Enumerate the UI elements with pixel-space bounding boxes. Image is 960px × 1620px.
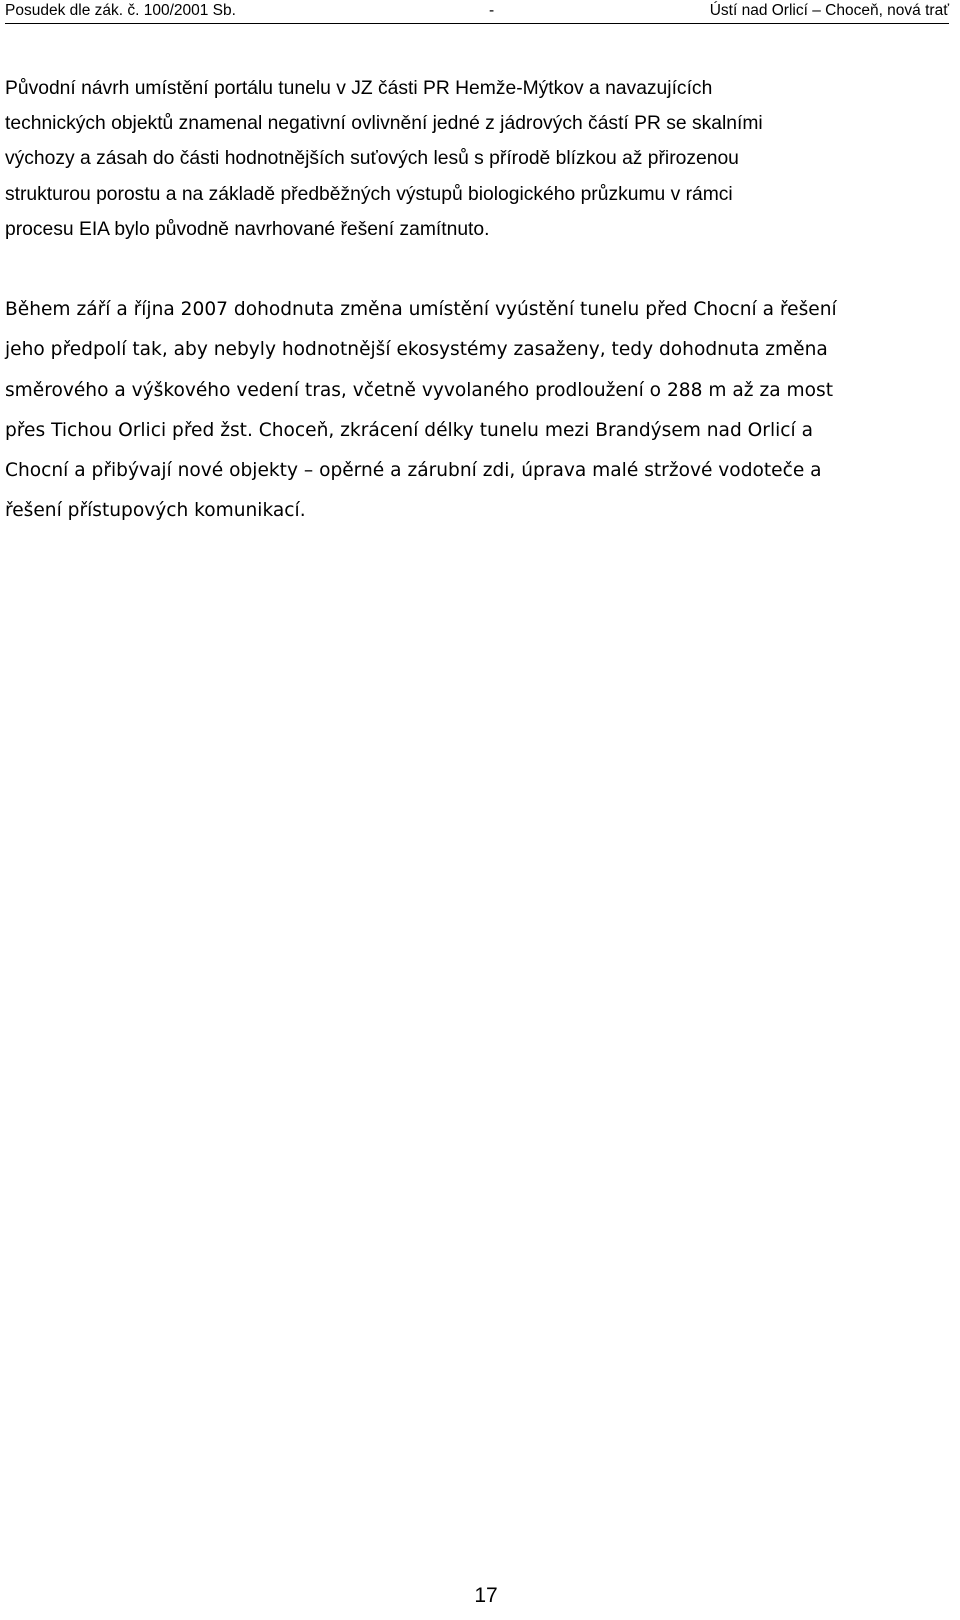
header-project-title: Ústí nad Orlicí – Choceň, nová trať [709,2,949,19]
paragraph-line: přes Tichou Orlici před žst. Choceň, zkrácení délky tunelu mezi Brandýsem nad Orlicí a [5,419,813,441]
paragraph-line: výchozy a zásah do části hodnotnějších suťových lesů s přírodě blízkou až přirozenou [5,148,739,170]
header-divider [5,23,949,24]
paragraph-line: strukturou porostu a na základě předběžných výstupů biologického průzkumu v rámci [5,183,733,205]
paragraph-line: směrového a výškového vedení tras, včetně vyvolaného prodloužení o 288 m až za most [5,379,833,401]
paragraph-line: Během září a října 2007 dohodnuta změna umístění vyústění tunelu před Chocní a řešení [5,299,837,320]
page-number: 17 [474,1584,498,1607]
paragraph-route-change-2007 [5,290,949,532]
paragraph-line: technických objektů znamenal negativní ovlivnění jedné z jádrových částí PR se skalními [5,113,763,135]
header-document-reference: Posudek dle zák. č. 100/2001 Sb. [5,2,236,19]
paragraph-line: řešení přístupových komunikací. [5,500,306,522]
paragraph-line: Chocní a přibývají nové objekty – opěrné a zárubní zdi, úprava malé stržové vodoteče a [5,460,822,482]
paragraph-line: jeho předpolí tak, aby nebyly hodnotnější ekosystémy zasaženy, tedy dohodnuta změna [5,339,828,361]
paragraph-original-portal-proposal [5,71,949,247]
page-header [5,1,949,21]
paragraph-line: procesu EIA bylo původně navrhované řešení zamítnuto. [5,218,490,240]
header-separator: - [489,2,495,19]
paragraph-line: Původní návrh umístění portálu tunelu v JZ části PR Hemže-Mýtkov a navazujících [5,78,713,99]
